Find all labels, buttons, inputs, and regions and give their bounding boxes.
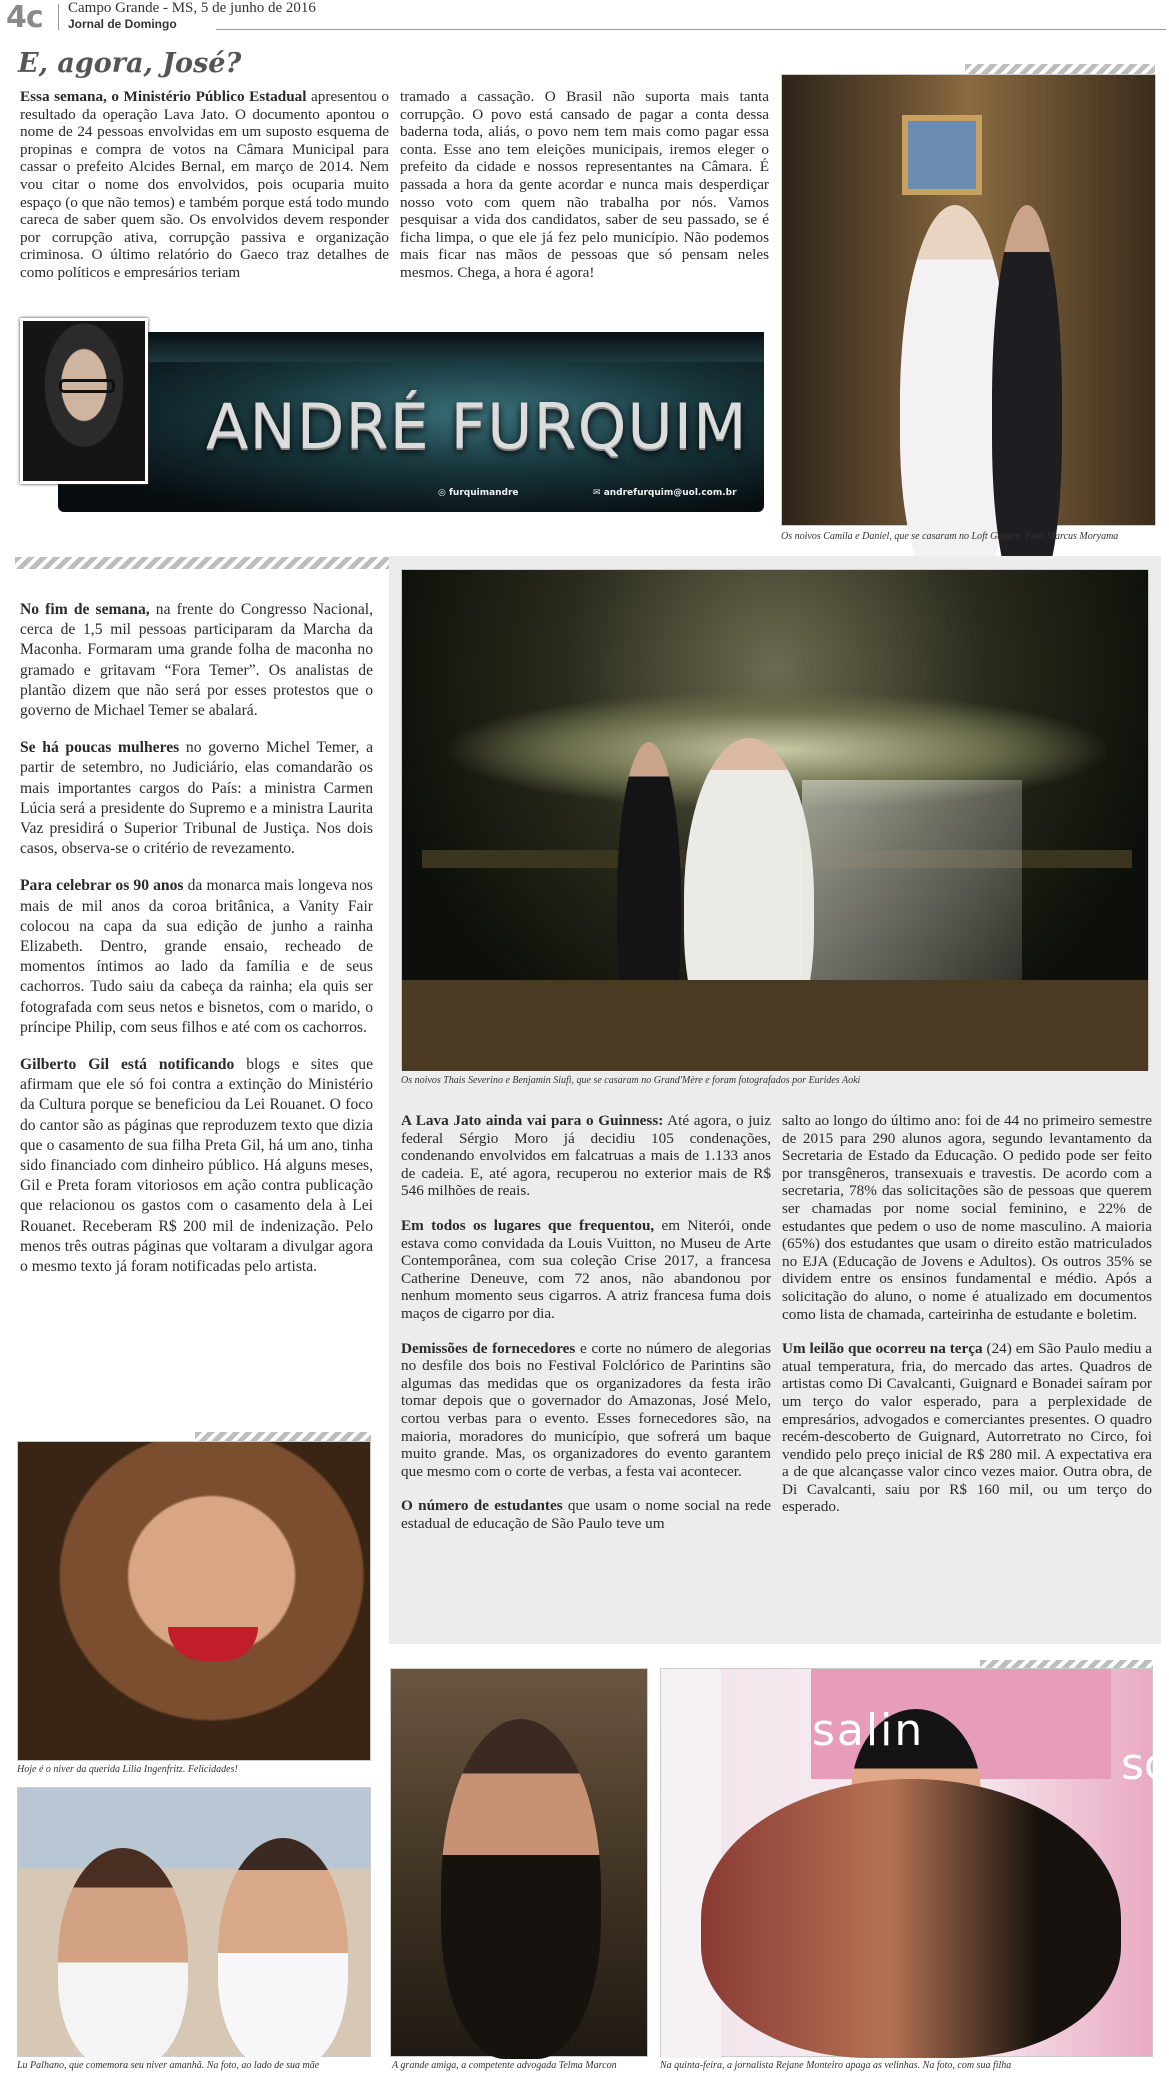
columnist-name: ANDRÉ FURQUIM — [206, 390, 748, 463]
photo-backdrop — [661, 1669, 721, 2058]
note-text: da monarca mais longeva nos mais de mil anos da coroa britânica, a Vanity Fair colocou na capa da sua edição de junho a rainha Elizabeth. Dentro, grande ensaio, recheado de momentos íntimos ao lado da família e de seus cachorros. Tudo saiu da cabeça da rainha; ela quis ser fotografada com seus netos e bisnetos, com o marido, o príncipe Philip, com seus filhos e até com os cachorros. — [20, 877, 373, 1036]
editorial-column-2 — [400, 88, 769, 282]
decorative-stripe — [15, 557, 391, 569]
person-figure — [218, 1838, 348, 2068]
page-number: 4c — [6, 0, 43, 35]
mother-figure — [701, 1779, 1121, 2058]
note-paragraph — [401, 1112, 771, 1200]
person-figure — [441, 1719, 601, 2059]
note-lead: O número de estudantes — [401, 1497, 563, 1515]
lilia-photo — [17, 1441, 371, 1761]
smile — [168, 1627, 258, 1661]
editorial-text-2: tramado a cassação. O Brasil não suporta mais tanta corrupção. O povo está cansado de pagar a conta dessa baderna toda, aliás, o povo nem tem mais como pagar essa conta. Esse ano tem eleições municipais, iremos eleger o prefeito da cidade e nossos representantes na Câmara. É passada a hora da gente acordar e nunca mais desperdiçar nosso voto com quem não trabalha por nós. Vamos pesquisar a vida dos candidatos, saber de seu passado, se é ficha limpa, o que ele já fez pelo município. Não podemos mais ficar nas mãos de pessoas que só pensam neles mesmos. Chega, a hora é agora! — [400, 88, 769, 281]
telma-photo — [390, 1668, 648, 2057]
note-text: na frente do Congresso Nacional, cerca de 1,5 mil pessoas participaram da Marcha da Maconha. Formaram uma grande folha de maconha no gramado e gritavam “Fora Temer”. Os analistas de plantão dizem que não será por esses protestos que o governo de Michael Temer se abalará. — [20, 601, 373, 720]
note-lead: No fim de semana, — [20, 601, 150, 618]
note-paragraph — [20, 600, 373, 721]
note-text: e corte no número de alegorias no desfile dos bois no Festival Folclórico de Parintins são algumas das medidas que os organizadores da festa irão tomar depois que o governador do Amazonas, José Melo, cortou verbas para o evento. Esses fornecedores são, na maioria, moradores do município, que sofrerá um baque muito grande. Mas, os organizadores do evento garantem que mesmo com o corte de verbas, a festa vai acontecer. — [401, 1339, 772, 1480]
editorial-lead: Essa semana, o Ministério Público Estadual — [20, 88, 307, 105]
lu-photo — [17, 1787, 371, 2057]
columnist-portrait — [20, 318, 148, 484]
wedding-photo-2 — [401, 569, 1149, 1070]
header-divider — [58, 4, 59, 30]
store-sign: salin — [812, 1705, 925, 1756]
note-text: blogs e sites que afirmam que ele só foi contra a extinção do Ministério da Cultura porque se beneficiou da Lei Rouanet. O foco do cantor são as páginas que reproduzem texto que dizia que o casamento de sua filha Preta Gil, há um ano, tinha sido financiado com dinheiro público. Há alguns meses, Gil e Preta foram vitoriosos em ação contra publicação que relacionou os gastos com o casamento dela à Lei Rouanet. Receberam R$ 200 mil de indenização. Pelo menos três outras páginas que voltaram a divulgar agora o mesmo texto já foram notificadas pelo artista. — [20, 1056, 373, 1276]
note-text: (24) em São Paulo mediu a atual temperatura, fria, do mercado das artes. Quadros de artistas como Di Cavalcanti, Guignard e Bonadei saíram por um terço do valor esperado, para a perplexidade de empresários, advogados e comerciantes presentes. O quadro recém-descoberto de Guignard, Autorretrato no Circo, foi vendido pelo preço inicial de R$ 280 mil. A expectativa era a de que alcançasse valor cinco vezes maior. Outra obra, de Di Cavalcanti, saiu por R$ 160 mil, ou um terço do esperado. — [782, 1340, 1153, 1516]
mirror-frame — [902, 115, 982, 195]
note-paragraph — [20, 1055, 373, 1277]
left-notes-column — [20, 600, 373, 1294]
note-text: Até agora, o juiz federal Sérgio Moro já decidiu 105 condenações, condenando envolvidos em falcatruas a mais de 1.133 anos de cadeia. E, até agora, recuperou no exterior mais de R$ 546 milhões de reais. — [401, 1112, 771, 1200]
note-paragraph — [782, 1340, 1152, 1516]
columnist-banner — [58, 332, 764, 512]
note-lead: Em todos os lugares que frequentou, — [401, 1216, 655, 1234]
header-paper-name: Jornal de Domingo — [68, 17, 177, 31]
editorial-column-1 — [20, 88, 389, 282]
note-text: no governo Michel Temer, a partir de setembro, no Judiciário, elas comandarão os mais importantes cargos do País: a ministra Carmen Lúcia será a presidente do Supremo e a ministra Laurita Vaz presidirá o Superior Tribunal de Justiça. Nos dois casos, observa-se o critério de revezamento. — [20, 739, 374, 858]
instagram-handle: furquimandre — [449, 488, 519, 498]
editorial-title: E, agora, José? — [18, 48, 242, 79]
email-address: andrefurquim@uol.com.br — [603, 488, 737, 498]
note-lead: Para celebrar os 90 anos — [20, 877, 184, 895]
note-lead: Gilberto Gil está notificando — [20, 1056, 235, 1074]
note-paragraph — [20, 738, 373, 859]
lu-caption: Lu Palhano, que comemora seu niver amanhã. Na foto, ao lado de sua mãe — [17, 2060, 320, 2071]
header-rule — [216, 29, 1166, 30]
rejane-caption: Na quinta-feira, a jornalista Rejane Monteiro apaga as velinhas. Na foto, com sua filha — [660, 2060, 1012, 2071]
note-paragraph — [782, 1112, 1152, 1323]
store-sign-right: sc — [1121, 1739, 1169, 1790]
note-lead: Um leilão que ocorreu na terça — [782, 1340, 983, 1358]
note-paragraph — [401, 1217, 771, 1323]
note-paragraph — [401, 1340, 771, 1481]
header-city-date: Campo Grande - MS, 5 de junho de 2016 — [68, 0, 316, 16]
note-paragraph — [20, 876, 373, 1038]
note-lead: A Lava Jato ainda vai para o Guinness: — [401, 1112, 664, 1129]
right-notes-column — [782, 1112, 1152, 1533]
columnist-instagram: ◎ furquimandre — [438, 488, 519, 498]
note-text: que usam o nome social na rede estadual de educação de São Paulo teve um — [401, 1497, 771, 1532]
wedding-photo-1 — [781, 74, 1156, 526]
note-paragraph — [401, 1497, 771, 1532]
banner-top-band — [58, 332, 764, 362]
glasses-icon — [59, 379, 115, 393]
columnist-email: ✉ andrefurquim@uol.com.br — [593, 488, 737, 498]
telma-caption: A grande amiga, a competente advogada Telma Marcon — [392, 2060, 617, 2071]
mid-notes-column — [401, 1112, 771, 1549]
note-text: em Niterói, onde estava como convidada da Louis Vuitton, no Museu de Arte Contemporânea, com sua coleção Crise 2017, a francesa Catherine Deneuve, com 72 anos, não abandonou por nenhum momento seus cigarros. A atriz francesa fuma dois maços de cigarro por dia. — [401, 1216, 771, 1322]
note-text: salto ao longo do último ano: foi de 44 no primeiro semestre de 2015 para 290 alunos agora, segundo levantamento da Secretaria de Estado da Educação. O pedido pode ser feito por transgêneros, transexuais e travestis. De acordo com a secretaria, 78% das solicitações são de pessoas que querem ser chamadas por nome social feminino, e 22% de estudantes que pedem o uso de nome masculino. A maioria (65%) dos estudantes que usam o direito estão matriculados no EJA (Educação de Jovens e Adultos). Os outros 35% se dividem entre os ensinos fundamental e médio. Após a solicitação do aluno, o nome é atualizado em documentos como lista de chamada, carteirinha de estudante e boletim. — [782, 1112, 1152, 1323]
wedding-2-caption: Os noivos Thais Severino e Benjamin Siufi, que se casaram no Grand'Mère e foram fotografados por Eurides Aoki — [401, 1075, 861, 1086]
person-figure — [58, 1848, 188, 2068]
note-lead: Se há poucas mulheres — [20, 739, 180, 757]
editorial-text-1: apresentou o resultado da operação Lava Jato. O documento apontou o nome de 24 pessoas envolvidas em um suposto esquema de propinas e compra de votos na Câmara Municipal para cassar o prefeito Alcides Bernal, em março de 2014. Nem vou citar o nome dos envolvidos, pois ocuparia muito espaço (o que não temos) e também porque está todo mundo careca de saber quem são. Os envolvidos devem responder por corrupção ativa, corrupção passiva e organização criminosa. O último relatório do Gaeco traz detalhes de como políticos e empresários teriam — [20, 88, 389, 281]
note-lead: Demissões de fornecedores — [401, 1339, 576, 1357]
wedding-1-caption: Os noivos Camila e Daniel, que se casaram no Loft Garden. Foto Marcus Moryama — [781, 531, 1119, 542]
carpet — [402, 980, 1148, 1071]
lilia-caption: Hoje é o niver da querida Lilia Ingenfritz. Felicidades! — [17, 1764, 238, 1775]
